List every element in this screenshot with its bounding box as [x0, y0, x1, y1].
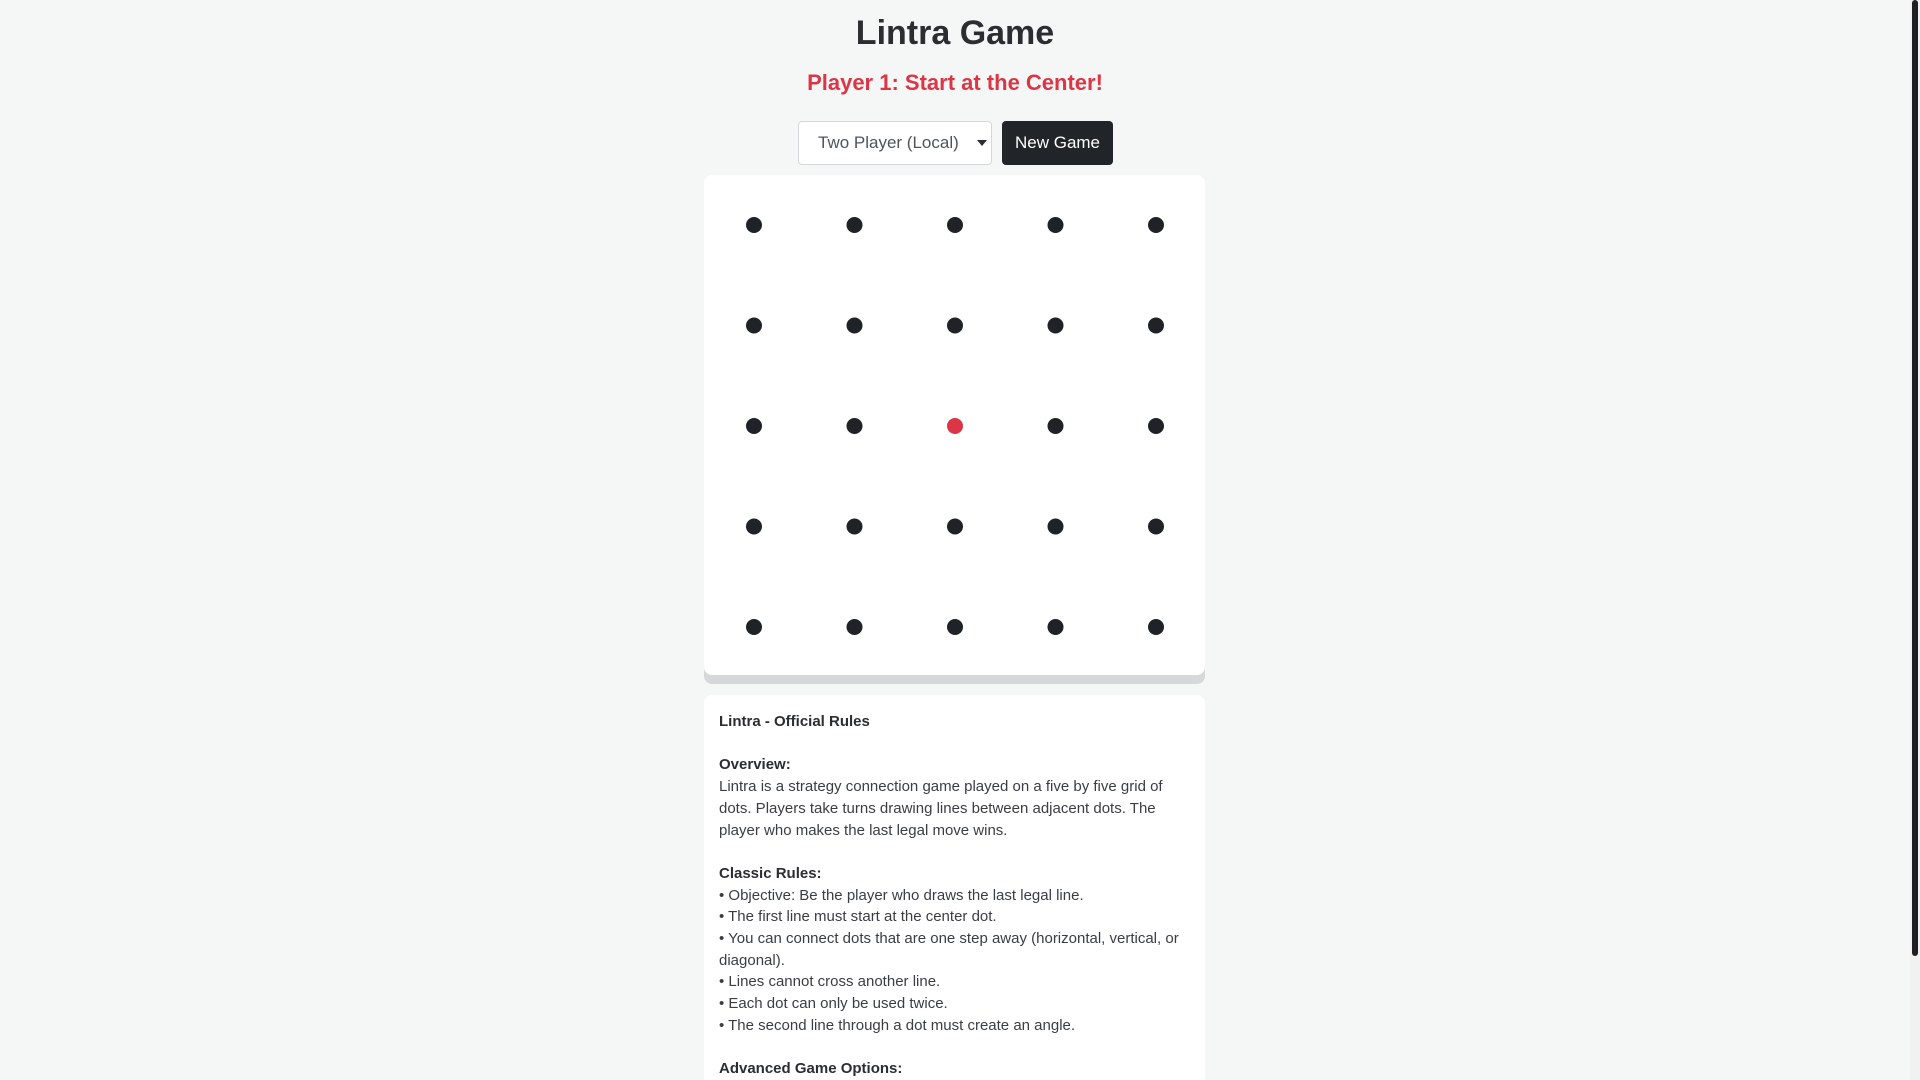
rule-item: • Each dot can only be used twice. — [719, 995, 948, 1013]
classic-rules-title: Classic Rules: — [719, 864, 822, 882]
grid-dot[interactable] — [1048, 418, 1064, 434]
grid-dot[interactable] — [746, 519, 762, 535]
advanced-options-title: Advanced Game Options: — [719, 1060, 903, 1078]
grid-dot[interactable] — [847, 217, 863, 233]
grid-dot[interactable] — [1048, 318, 1064, 334]
rule-item: • Lines cannot cross another line. — [719, 973, 941, 991]
grid-dot[interactable] — [1148, 418, 1164, 434]
grid-dot[interactable] — [746, 318, 762, 334]
overview-text: Lintra is a strategy connection game played on a five by five grid of dots. Players take turns drawing lines between adjacent dots. The player who makes the last legal move wins. — [719, 778, 1163, 839]
dot-grid[interactable] — [704, 175, 1205, 675]
chevron-down-icon — [977, 140, 987, 146]
scrollbar-thumb[interactable] — [1912, 0, 1918, 956]
grid-dot[interactable] — [947, 519, 963, 535]
grid-dot[interactable] — [1048, 217, 1064, 233]
grid-dot[interactable] — [746, 619, 762, 635]
rule-item: • The first line must start at the center dot. — [719, 908, 997, 926]
overview-title: Overview: — [719, 756, 791, 774]
grid-dot[interactable] — [1148, 318, 1164, 334]
center-dot[interactable] — [947, 418, 963, 434]
game-mode-value: Two Player (Local) — [818, 133, 959, 152]
grid-dot[interactable] — [847, 418, 863, 434]
rule-item: • Objective: Be the player who draws the last legal line. — [719, 886, 1084, 904]
rule-item: • You can connect dots that are one step away (horizontal, vertical, or diagonal). — [719, 930, 1179, 969]
grid-dot[interactable] — [1048, 619, 1064, 635]
page-scrollbar[interactable] — [1910, 0, 1920, 1080]
grid-dot[interactable] — [947, 217, 963, 233]
game-board[interactable] — [704, 175, 1205, 675]
grid-dot[interactable] — [847, 318, 863, 334]
game-controls — [798, 121, 1113, 165]
rule-item: • The second line through a dot must create an angle. — [719, 1016, 1076, 1034]
new-game-button[interactable]: New Game — [1002, 121, 1113, 165]
turn-status: Player 1: Start at the Center! — [807, 70, 1103, 95]
grid-dot[interactable] — [1148, 519, 1164, 535]
game-mode-select[interactable] — [798, 121, 992, 165]
grid-dot[interactable] — [746, 418, 762, 434]
page-title: Lintra Game — [855, 14, 1055, 52]
grid-dot[interactable] — [847, 619, 863, 635]
grid-dot[interactable] — [1148, 619, 1164, 635]
grid-dot[interactable] — [847, 519, 863, 535]
grid-dot[interactable] — [947, 619, 963, 635]
grid-dot[interactable] — [947, 318, 963, 334]
rules-heading: Lintra - Official Rules — [719, 713, 870, 730]
rules-panel — [704, 695, 1205, 1080]
grid-dot[interactable] — [1148, 217, 1164, 233]
grid-dot[interactable] — [1048, 519, 1064, 535]
grid-dot[interactable] — [746, 217, 762, 233]
